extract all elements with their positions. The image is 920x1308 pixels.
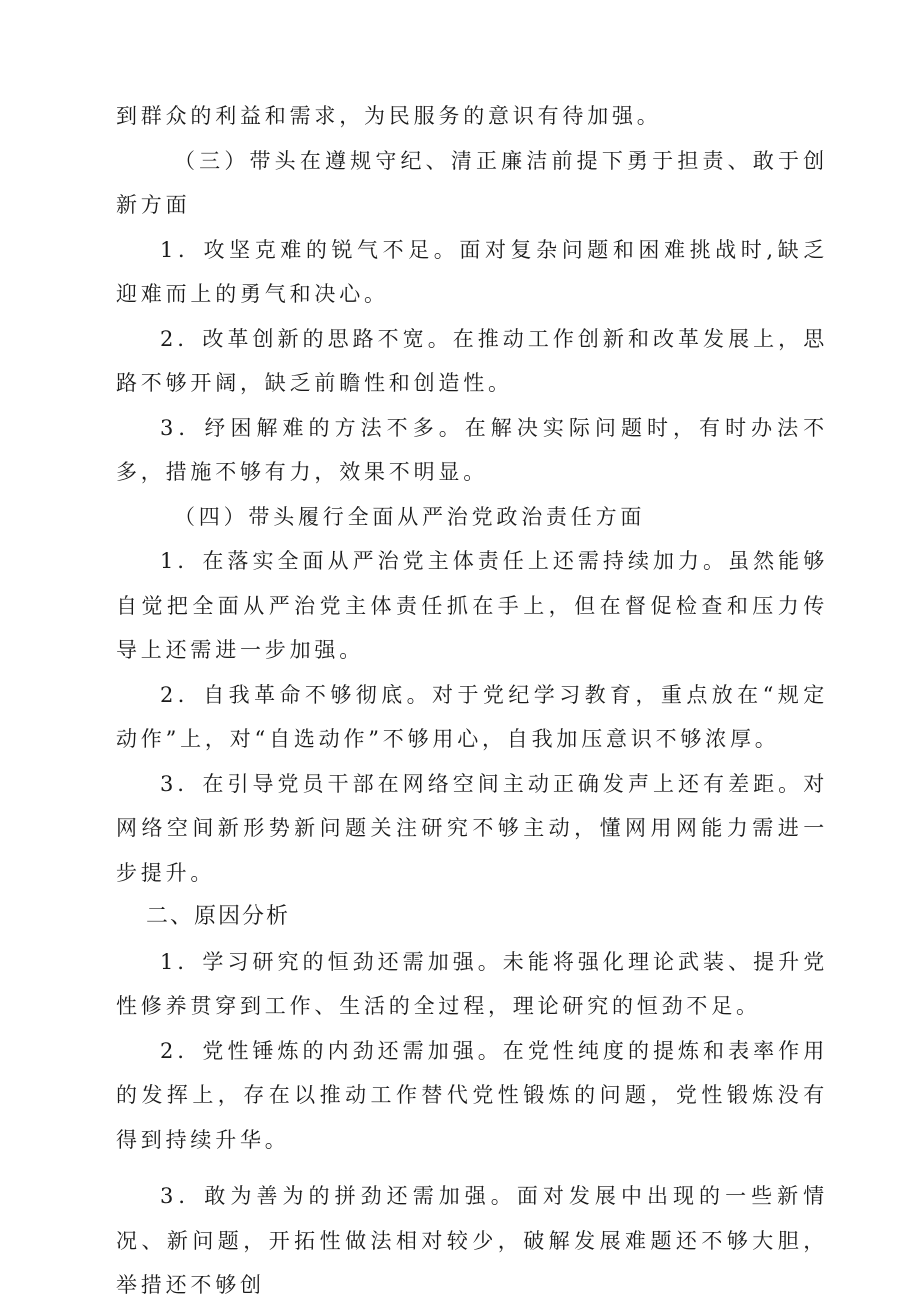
list-item: 3．纾困解难的方法不多。在解决实际问题时，有时办法不多，措施不够有力，效果不明显。: [116, 415, 828, 484]
list-item: 1．学习研究的恒劲还需加强。未能将强化理论武装、提升党性修养贯穿到工作、生活的全过程，理论研究的恒劲不足。: [116, 949, 828, 1018]
list-item: 2．自我革命不够彻底。对于党纪学习教育，重点放在“规定动作”上，对“自选动作”不够用心，自我加压意识不够浓厚。: [116, 682, 828, 751]
subsection-heading-3: （三）带头在遵规守纪、清正廉洁前提下勇于担责、敢于创新方面: [116, 148, 828, 217]
subsection-heading-4: （四）带头履行全面从严治党政治责任方面: [174, 504, 646, 529]
document-page: [116, 94, 828, 1308]
list-item: 2．党性锤炼的内劲还需加强。在党性纯度的提炼和表率作用的发挥上，存在以推动工作替代党性锻炼的问题，党性锻炼没有得到持续升华。: [116, 1038, 828, 1152]
list-item: 3．在引导党员干部在网络空间主动正确发声上还有差距。对网络空间新形势新问题关注研究不够主动，懂网用网能力需进一步提升。: [116, 771, 828, 885]
section-heading: 二、原因分析: [146, 904, 291, 929]
list-item: 3．敢为善为的拼劲还需加强。面对发展中出现的一些新情况、新问题，开拓性做法相对较少，破解发展难题还不够大胆，举措还不够创: [116, 1184, 828, 1297]
list-item: 1．攻坚克难的锐气不足。面对复杂问题和困难挑战时,缺乏迎难而上的勇气和决心。: [116, 237, 828, 306]
list-item: 2．改革创新的思路不宽。在推动工作创新和改革发展上，思路不够开阔，缺乏前瞻性和创造性。: [116, 326, 828, 395]
list-item: 1．在落实全面从严治党主体责任上还需持续加力。虽然能够自觉把全面从严治党主体责任抓在手上，但在督促检查和压力传导上还需进一步加强。: [116, 549, 828, 662]
paragraph-continuation: 到群众的利益和需求，为民服务的意识有待加强。: [116, 104, 662, 128]
